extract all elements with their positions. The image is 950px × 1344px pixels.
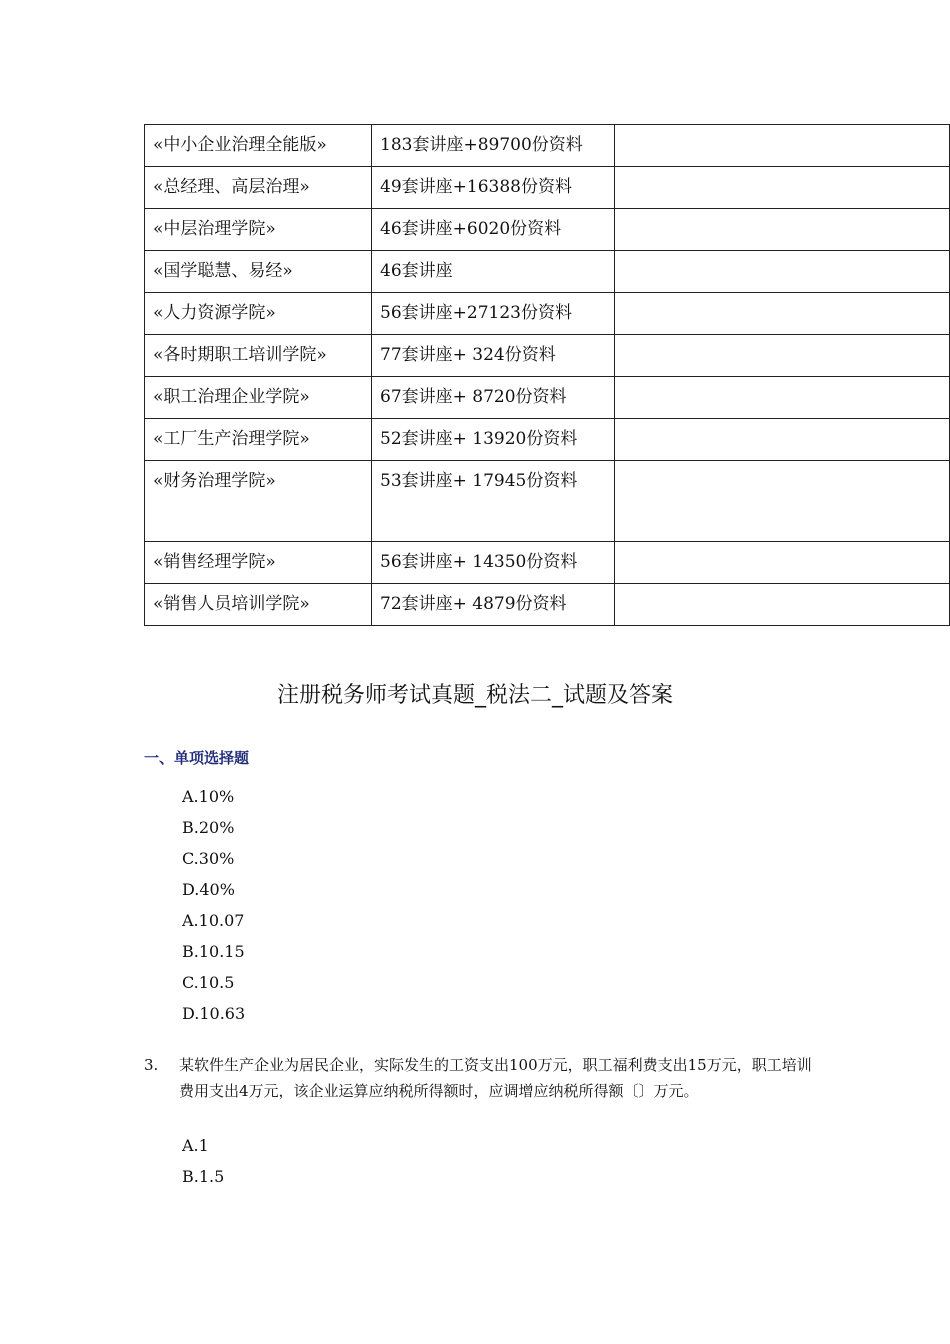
course-content-cell: 183套讲座+89700份资料 [372, 125, 615, 167]
course-name-cell: «财务治理学院» [145, 461, 372, 542]
course-content-cell: 46套讲座 [372, 251, 615, 293]
answer-option: A.10.07 [182, 911, 245, 930]
catalog-row [145, 293, 950, 335]
catalog-row [145, 209, 950, 251]
answer-option: A.1 [182, 1136, 209, 1155]
answer-options-list [182, 783, 245, 1031]
course-name-cell: «销售经理学院» [145, 542, 372, 584]
course-note-cell [615, 461, 950, 542]
question-3-options-list [182, 1132, 224, 1194]
course-content-cell: 67套讲座+ 8720份资料 [372, 377, 615, 419]
course-name-cell: «中层治理学院» [145, 209, 372, 251]
answer-option: B.1.5 [182, 1167, 225, 1186]
course-note-cell [615, 293, 950, 335]
course-note-cell [615, 419, 950, 461]
answer-option: D.40% [182, 880, 235, 899]
course-name-cell: «国学聪慧、易经» [145, 251, 372, 293]
answer-option: B.20% [182, 818, 235, 837]
course-name-cell: «职工治理企业学院» [145, 377, 372, 419]
course-name-cell: «人力资源学院» [145, 293, 372, 335]
question-text: 某软件生产企业为居民企业，实际发生的工资支出100万元，职工福利费支出15万元，职工培训费用支出4万元，该企业运算应纳税所得额时，应调增应纳税所得额〔〕万元。 [179, 1056, 812, 1100]
catalog-row [145, 461, 950, 542]
answer-option: D.10.63 [182, 1004, 246, 1023]
question-number: 3. [144, 1056, 159, 1074]
catalog-row [145, 542, 950, 584]
course-content-cell: 52套讲座+ 13920份资料 [372, 419, 615, 461]
course-note-cell [615, 209, 950, 251]
course-content-cell: 72套讲座+ 4879份资料 [372, 584, 615, 626]
catalog-row [145, 584, 950, 626]
answer-option: C.10.5 [182, 973, 235, 992]
course-content-cell: 56套讲座+ 14350份资料 [372, 542, 615, 584]
course-content-cell: 77套讲座+ 324份资料 [372, 335, 615, 377]
course-note-cell [615, 251, 950, 293]
catalog-row [145, 377, 950, 419]
course-note-cell [615, 125, 950, 167]
answer-option: B.10.15 [182, 942, 245, 961]
course-content-cell: 53套讲座+ 17945份资料 [372, 461, 615, 542]
catalog-row [145, 125, 950, 167]
catalog-row [145, 335, 950, 377]
course-note-cell [615, 542, 950, 584]
catalog-row [145, 251, 950, 293]
course-name-cell: «工厂生产治理学院» [145, 419, 372, 461]
catalog-row [145, 167, 950, 209]
course-name-cell: «各时期职工培训学院» [145, 335, 372, 377]
course-note-cell [615, 377, 950, 419]
course-catalog-table [144, 124, 950, 626]
catalog-body [145, 125, 950, 626]
question-3 [144, 1052, 824, 1104]
course-note-cell [615, 167, 950, 209]
course-note-cell [615, 584, 950, 626]
course-name-cell: «销售人员培训学院» [145, 584, 372, 626]
catalog-row [145, 419, 950, 461]
course-content-cell: 49套讲座+16388份资料 [372, 167, 615, 209]
course-content-cell: 56套讲座+27123份资料 [372, 293, 615, 335]
answer-option: A.10% [182, 787, 235, 806]
answer-option: C.30% [182, 849, 235, 868]
course-content-cell: 46套讲座+6020份资料 [372, 209, 615, 251]
course-name-cell: «中小企业治理全能版» [145, 125, 372, 167]
document-title: 注册税务师考试真题_税法二_试题及答案 [276, 683, 673, 708]
section-heading: 一、单项选择题 [144, 749, 250, 767]
course-name-cell: «总经理、高层治理» [145, 167, 372, 209]
course-note-cell [615, 335, 950, 377]
